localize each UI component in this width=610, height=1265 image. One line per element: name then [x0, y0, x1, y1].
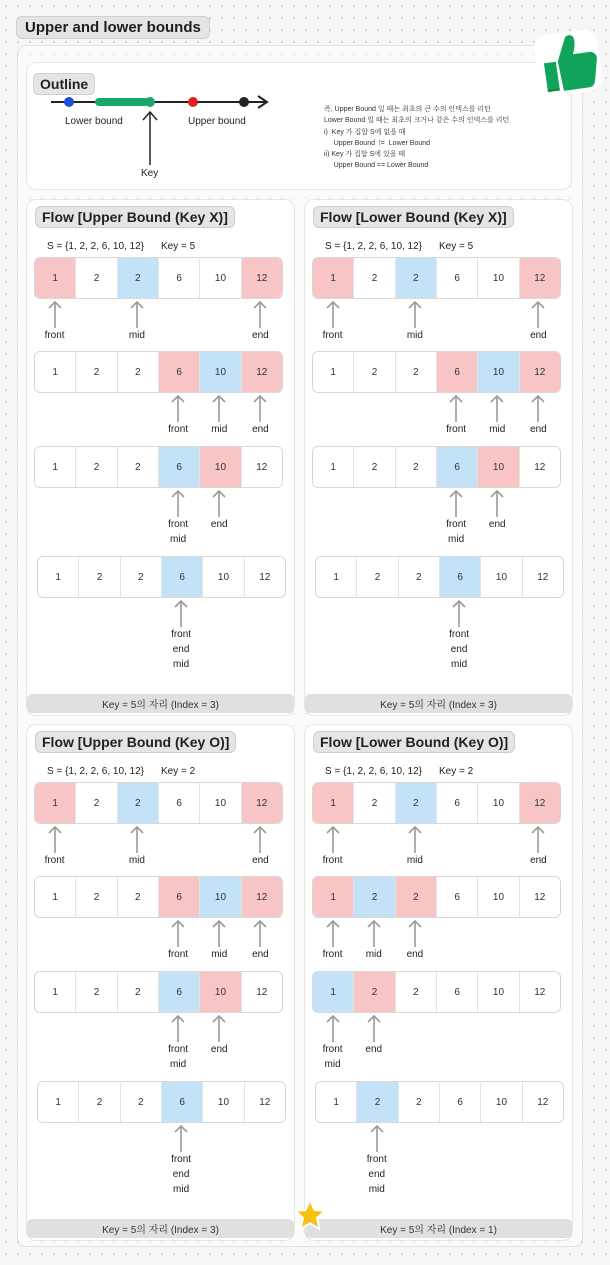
pointer-label: end [172, 644, 190, 655]
up-arrow-icon [366, 919, 382, 947]
array-cell: 10 [478, 447, 519, 487]
array-cell: 2 [357, 1082, 398, 1122]
page-title: Upper and lower bounds [16, 16, 210, 39]
up-arrow-icon [448, 394, 464, 422]
result-bar: Key = 5의 자리 (Index = 3) [27, 1219, 294, 1238]
pointer [523, 825, 553, 868]
up-arrow-icon [47, 825, 63, 853]
up-arrow-icon [530, 394, 546, 422]
array-cell: 2 [396, 447, 437, 487]
array-cell: 10 [478, 972, 519, 1012]
key-value-label: Key = 5 [161, 241, 196, 252]
array-row [312, 782, 561, 824]
pointer [204, 489, 234, 532]
up-arrow-icon [489, 489, 505, 517]
set-label: S = {1, 2, 2, 6, 10, 12} [325, 241, 423, 252]
pointer-label: end [530, 855, 547, 866]
upper-bound-dot [188, 97, 198, 107]
array-cell: 1 [35, 783, 76, 823]
pointer-label: front [168, 949, 189, 960]
array-cell: 6 [437, 447, 478, 487]
up-arrow-icon [325, 1014, 341, 1042]
pointer-label: mid [128, 855, 145, 866]
array-cell: 2 [357, 557, 398, 597]
pointer [318, 300, 348, 343]
array-cell: 2 [76, 972, 117, 1012]
array-cell: 2 [121, 557, 162, 597]
pointer-label: mid [211, 949, 228, 960]
pointer [204, 1014, 234, 1057]
array-row [34, 257, 283, 299]
flow-panel-upper-key-o [26, 724, 295, 1241]
array-cell: 1 [316, 557, 357, 597]
note-line: Upper Bound != Lower Bound [324, 139, 431, 147]
outline-panel [26, 62, 572, 190]
pointer-label: end [252, 949, 269, 960]
array-cell: 10 [478, 258, 519, 298]
array-row [315, 1081, 564, 1123]
array-cell: 10 [200, 258, 241, 298]
upper-bound-label: Upper bound [188, 116, 246, 127]
array-cell: 12 [242, 352, 282, 392]
array-cell: 1 [313, 258, 354, 298]
up-arrow-icon [448, 489, 464, 517]
pointer [245, 919, 275, 962]
pointer [166, 599, 196, 672]
array-cell: 6 [440, 1082, 481, 1122]
thumbs-up-icon [530, 22, 606, 100]
array-cell: 2 [118, 352, 159, 392]
array-cell: 12 [256, 986, 268, 998]
pointer-label: front [322, 949, 343, 960]
pointer-label: mid [365, 949, 382, 960]
up-arrow-icon [451, 599, 467, 627]
pointer [245, 300, 275, 343]
array-cell: 2 [396, 258, 437, 298]
pointer [318, 825, 348, 868]
panel-title: Flow [Upper Bound (Key O)] [35, 731, 236, 753]
note-line: ii) Key 가 집합 S에 있을 때 [324, 151, 406, 159]
pointer [163, 919, 193, 962]
panel-title: Flow [Lower Bound (Key X)] [313, 206, 514, 228]
array-cell: 12 [242, 783, 282, 823]
array-cell: 6 [162, 557, 203, 597]
pointer-label: mid [406, 330, 423, 341]
pointer-label: front [366, 1154, 387, 1165]
lower-bound-dot [64, 97, 74, 107]
array-cell: 1 [38, 557, 79, 597]
up-arrow-icon [407, 825, 423, 853]
up-arrow-icon [530, 300, 546, 328]
pointer [482, 489, 512, 532]
array-cell: 2 [396, 877, 437, 917]
array-cell: 10 [478, 352, 519, 392]
array-cell: 2 [118, 877, 159, 917]
pointer-label: end [450, 644, 468, 655]
array-cell: 1 [313, 783, 354, 823]
array-cell: 12 [534, 461, 546, 473]
pointer [166, 1124, 196, 1197]
array-cell: 6 [437, 972, 478, 1012]
array-cell: 12 [242, 877, 282, 917]
array-cell: 2 [354, 447, 395, 487]
pointer [40, 825, 70, 868]
array-cell: 12 [537, 1096, 549, 1108]
range-end-dot [145, 97, 155, 107]
array-cell: 10 [200, 352, 241, 392]
array-cell: 2 [76, 783, 117, 823]
array-cell: 2 [354, 972, 395, 1012]
pointer [122, 825, 152, 868]
pointer [163, 394, 193, 437]
pointer [163, 1014, 193, 1072]
pointer-label: end [406, 949, 424, 960]
array-cell: 10 [478, 783, 519, 823]
note-line: 즉, Upper Bound 일 때는 최초의 큰 수의 인덱스를 리턴 [324, 106, 491, 113]
array-cell: 2 [76, 352, 117, 392]
up-arrow-icon [211, 489, 227, 517]
array-row [312, 351, 561, 393]
pointer-label: mid [211, 424, 228, 435]
array-cell: 1 [35, 972, 76, 1012]
key-label: Key [141, 168, 159, 179]
array-cell: 6 [159, 447, 200, 487]
array-cell: 1 [35, 258, 76, 298]
panel-title: Flow [Lower Bound (Key O)] [313, 731, 515, 753]
array-row [312, 876, 561, 918]
pointer [245, 394, 275, 437]
array-cell: 2 [354, 783, 395, 823]
array-cell: 6 [159, 783, 200, 823]
up-arrow-icon [211, 1014, 227, 1042]
up-arrow-icon [325, 919, 341, 947]
array-cell: 6 [437, 352, 478, 392]
array-cell: 2 [79, 1082, 120, 1122]
array-row [34, 351, 283, 393]
array-cell: 12 [537, 571, 549, 583]
up-arrow-icon [129, 300, 145, 328]
array-cell: 12 [242, 258, 282, 298]
up-arrow-icon [325, 825, 341, 853]
pointer [122, 300, 152, 343]
pointer [444, 599, 474, 672]
pointer-label: mid [170, 1059, 187, 1070]
array-cell: 6 [159, 877, 200, 917]
pointer [245, 825, 275, 868]
result-bar: Key = 5의 자리 (Index = 3) [27, 694, 294, 713]
pointer-label: end [488, 519, 506, 530]
array-cell: 2 [399, 557, 440, 597]
array-cell: 12 [520, 783, 560, 823]
array-row [315, 556, 564, 598]
pointer-label: end [210, 519, 228, 530]
pointer-label: front [44, 855, 65, 866]
array-cell: 6 [440, 557, 481, 597]
array-row [34, 876, 283, 918]
pointer-label: end [210, 1044, 228, 1055]
up-arrow-icon [530, 825, 546, 853]
array-cell: 6 [159, 258, 200, 298]
array-row [37, 556, 286, 598]
pointer-label: front [171, 1154, 192, 1165]
array-cell: 2 [396, 972, 437, 1012]
lower-bound-label: Lower bound [65, 116, 123, 127]
pointer-label: end [252, 855, 269, 866]
up-arrow-icon [252, 394, 268, 422]
pointer [400, 825, 430, 868]
array-row [34, 782, 283, 824]
pointer [318, 919, 348, 962]
array-cell: 1 [313, 972, 354, 1012]
array-cell: 10 [200, 972, 241, 1012]
flow-panel-upper-key-x [26, 199, 295, 716]
array-cell: 10 [200, 877, 241, 917]
pointer [163, 489, 193, 547]
flow-panel-lower-key-o [304, 724, 573, 1241]
array-cell: 12 [520, 352, 560, 392]
line-end-dot [239, 97, 249, 107]
array-cell: 6 [159, 972, 200, 1012]
key-value-label: Key = 2 [161, 766, 196, 777]
pointer-label: front [171, 629, 192, 640]
note-line: Lower Bound 일 때는 최초의 크거나 같은 수의 인덱스를 리턴 [324, 117, 510, 125]
pointer [441, 489, 471, 547]
pointer-label: end [172, 1169, 190, 1180]
array-cell: 10 [203, 557, 244, 597]
up-arrow-icon [170, 394, 186, 422]
pointer [362, 1124, 392, 1197]
key-value-label: Key = 5 [439, 241, 474, 252]
pointer [441, 394, 471, 437]
pointer-label: mid [406, 855, 423, 866]
pointer-label: front [168, 1044, 189, 1055]
array-row [34, 446, 283, 488]
pointer-label: front [168, 424, 189, 435]
up-arrow-icon [170, 489, 186, 517]
array-cell: 6 [437, 877, 478, 917]
array-cell: 2 [396, 783, 437, 823]
pointer-label: mid [173, 1184, 190, 1195]
array-cell: 12 [256, 461, 268, 473]
array-cell: 12 [259, 571, 271, 583]
array-cell: 12 [534, 891, 546, 903]
array-cell: 2 [118, 447, 159, 487]
pointer [400, 919, 430, 962]
pointer-label: end [368, 1169, 386, 1180]
array-cell: 1 [38, 1082, 79, 1122]
up-arrow-icon [252, 825, 268, 853]
pointer-label: front [44, 330, 65, 341]
array-cell: 2 [76, 447, 117, 487]
pointer-label: front [322, 330, 343, 341]
array-cell: 2 [76, 258, 117, 298]
array-cell: 1 [35, 877, 76, 917]
up-arrow-icon [325, 300, 341, 328]
outline-tag: Outline [33, 73, 95, 95]
array-cell: 1 [313, 447, 354, 487]
up-arrow-icon [211, 394, 227, 422]
array-cell: 10 [200, 447, 241, 487]
up-arrow-icon [129, 825, 145, 853]
array-cell: 1 [35, 447, 76, 487]
pointer-label: front [446, 424, 467, 435]
pointer-label: mid [489, 424, 506, 435]
array-cell: 2 [354, 258, 395, 298]
flow-panel-lower-key-x [304, 199, 573, 716]
up-arrow-icon [407, 300, 423, 328]
pointer [359, 919, 389, 962]
pointer [204, 919, 234, 962]
pointer [204, 394, 234, 437]
star-icon [293, 1198, 327, 1232]
array-cell: 2 [396, 352, 437, 392]
array-cell: 1 [313, 352, 354, 392]
key-value-label: Key = 2 [439, 766, 474, 777]
array-cell: 2 [399, 1082, 440, 1122]
array-cell: 6 [437, 783, 478, 823]
set-label: S = {1, 2, 2, 6, 10, 12} [47, 766, 145, 777]
array-cell: 2 [118, 783, 159, 823]
array-cell: 2 [118, 972, 159, 1012]
pointer-label: end [252, 330, 269, 341]
pointer-label: end [252, 424, 269, 435]
array-cell: 2 [121, 1082, 162, 1122]
array-cell: 10 [481, 1082, 522, 1122]
array-row [312, 971, 561, 1013]
array-row [312, 446, 561, 488]
array-cell: 6 [162, 1082, 203, 1122]
set-label: S = {1, 2, 2, 6, 10, 12} [47, 241, 145, 252]
up-arrow-icon [47, 300, 63, 328]
array-cell: 10 [478, 877, 519, 917]
array-cell: 2 [79, 557, 120, 597]
result-bar: Key = 5의 자리 (Index = 3) [305, 694, 572, 713]
up-arrow-icon [170, 1014, 186, 1042]
pointer-label: mid [451, 659, 468, 670]
pointer [523, 394, 553, 437]
pointer [359, 1014, 389, 1057]
pointer-label: end [530, 424, 547, 435]
pointer [482, 394, 512, 437]
array-cell: 10 [481, 557, 522, 597]
array-cell: 1 [313, 877, 354, 917]
array-cell: 2 [118, 258, 159, 298]
note-line: Upper Bound == Lower Bound [324, 162, 429, 170]
pointer-label: mid [170, 534, 187, 545]
pointer [40, 300, 70, 343]
pointer-label: end [365, 1044, 383, 1055]
up-arrow-icon [170, 919, 186, 947]
array-cell: 2 [354, 877, 395, 917]
up-arrow-icon [173, 599, 189, 627]
up-arrow-icon [252, 919, 268, 947]
pointer-label: front [322, 1044, 343, 1055]
array-cell: 6 [159, 352, 200, 392]
pointer-label: mid [173, 659, 190, 670]
array-cell: 10 [203, 1082, 244, 1122]
pointer-label: front [322, 855, 343, 866]
up-arrow-icon [366, 1014, 382, 1042]
outline-notes [324, 104, 509, 172]
array-cell: 12 [534, 986, 546, 998]
up-arrow-icon [489, 394, 505, 422]
up-arrow-icon [407, 919, 423, 947]
pointer-label: mid [448, 534, 465, 545]
array-cell: 12 [520, 258, 560, 298]
pointer-label: mid [128, 330, 145, 341]
up-arrow-icon [173, 1124, 189, 1152]
up-arrow-icon [211, 919, 227, 947]
array-cell: 1 [35, 352, 76, 392]
up-arrow-icon [369, 1124, 385, 1152]
array-cell: 6 [437, 258, 478, 298]
pointer-label: mid [324, 1059, 341, 1070]
array-cell: 2 [354, 352, 395, 392]
panel-title: Flow [Upper Bound (Key X)] [35, 206, 235, 228]
array-cell: 1 [316, 1082, 357, 1122]
array-cell: 10 [200, 783, 241, 823]
note-line: i) Key 가 집합 S에 없을 때 [324, 128, 406, 136]
pointer-label: end [530, 330, 547, 341]
pointer-label: front [168, 519, 189, 530]
result-bar: Key = 5의 자리 (Index = 1) [305, 1219, 572, 1238]
pointer [400, 300, 430, 343]
set-label: S = {1, 2, 2, 6, 10, 12} [325, 766, 423, 777]
pointer [318, 1014, 348, 1072]
up-arrow-icon [252, 300, 268, 328]
pointer-label: front [449, 629, 470, 640]
pointer-label: mid [368, 1184, 385, 1195]
pointer [523, 300, 553, 343]
pointer-label: front [446, 519, 467, 530]
array-row [37, 1081, 286, 1123]
array-cell: 2 [76, 877, 117, 917]
array-row [34, 971, 283, 1013]
array-row [312, 257, 561, 299]
array-cell: 12 [259, 1096, 271, 1108]
